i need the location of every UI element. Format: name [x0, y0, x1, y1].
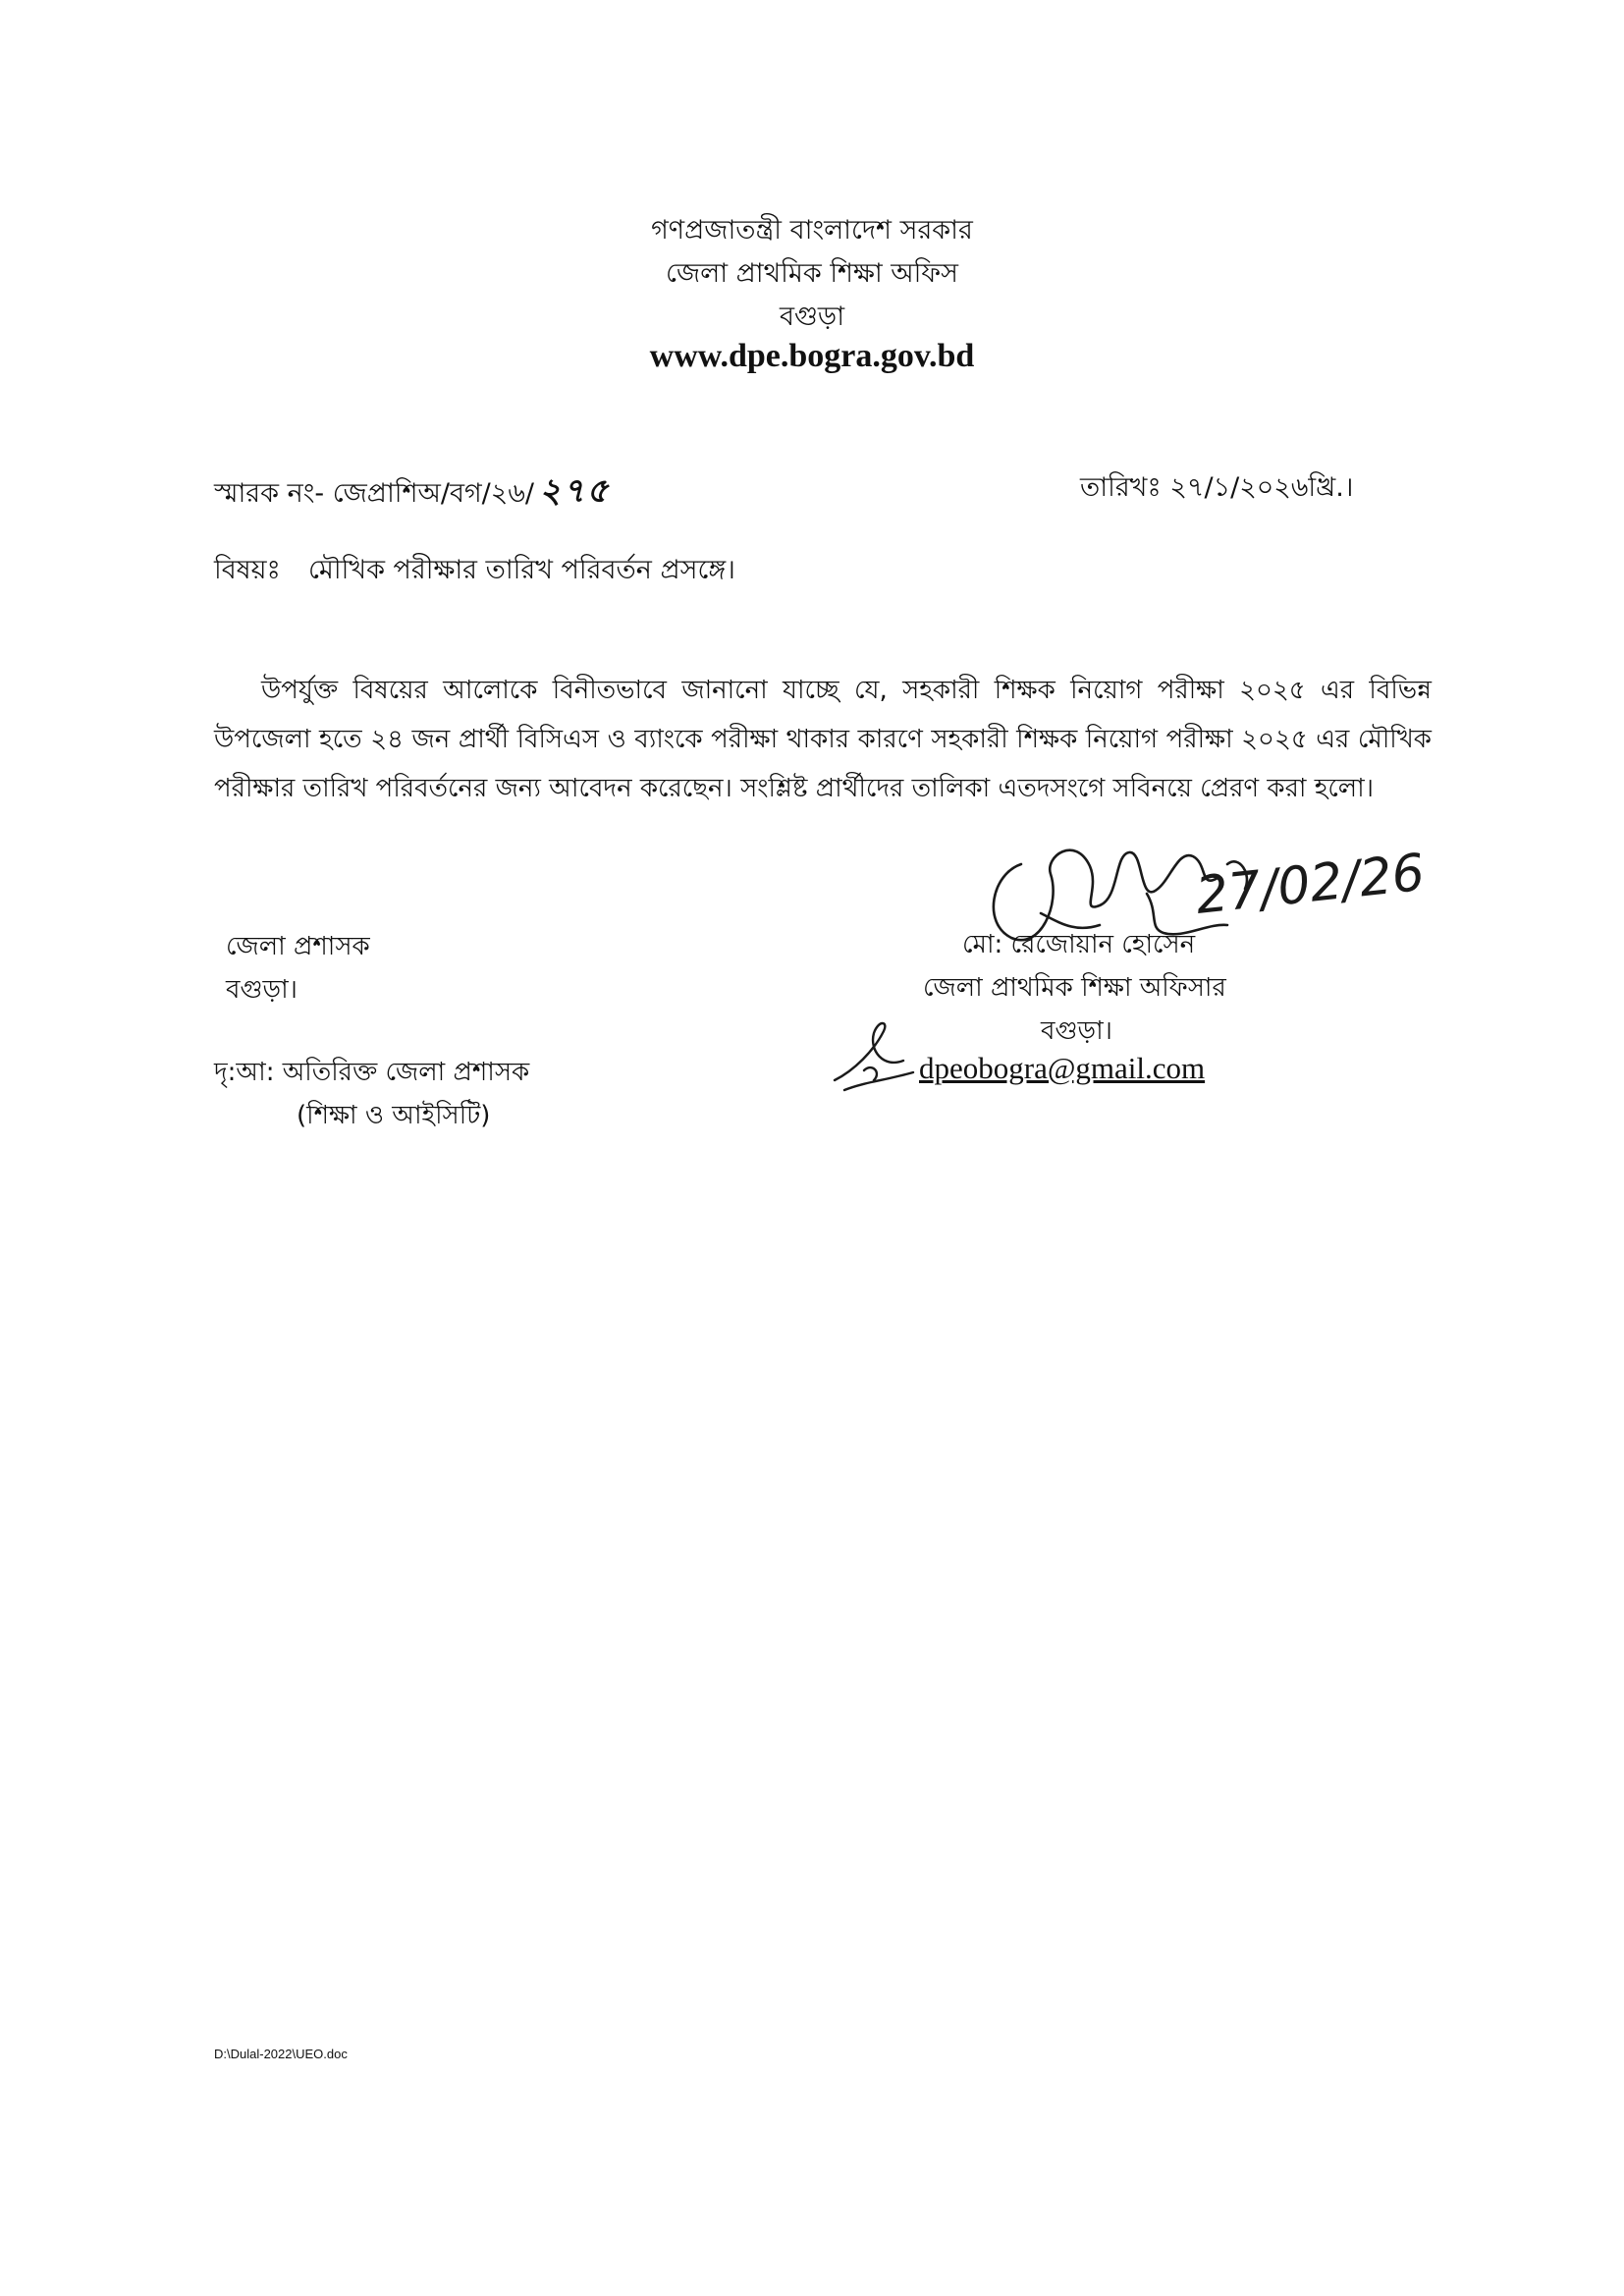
initials-scribble	[825, 1011, 923, 1100]
signatory-name: মো: রেজোয়ান হোসেন	[962, 930, 1196, 959]
office-website: www.dpe.bogra.gov.bd	[649, 338, 975, 374]
memo-reference-number: ২৭৫	[539, 471, 611, 511]
subject-label: বিষয়ঃ	[214, 555, 281, 585]
document-file-path: D:\Dulal-2022\UEO.doc	[214, 2047, 348, 2061]
subject-line	[214, 550, 735, 594]
memo-date: তারিখঃ ২৭/১/২০২৬খ্রি.।	[1080, 472, 1354, 503]
office-header-line-3: বগুড়া	[779, 301, 845, 332]
office-header-line-2: জেলা প্রাথমিক শিক্ষা অফিস	[666, 258, 958, 289]
memo-reference	[214, 465, 610, 521]
office-email: dpeobogra@gmail.com	[919, 1051, 1206, 1085]
memo-reference-label: স্মারক নং- জেপ্রাশিঅ/বগ/২৬/	[214, 478, 534, 509]
body-paragraph: উপর্যুক্ত বিষয়ের আলোকে বিনীতভাবে জানানো যাচ্ছে যে, সহকারী শিক্ষক নিয়োগ পরীক্ষা ২০২৫ এর বিভিন্ন উপজেলা হতে ২৪ জন প্রার্থী বিসিএস ও ব্যাংকে পরীক্ষা থাকার কারণে সহকারী শিক্ষক নিয়োগ পরীক্ষা ২০২৫ এর মৌখিক পরীক্ষার তারিখ পরিবর্তনের জন্য আবেদন করেছেন। সংশ্লিষ্ট প্রার্থীদের তালিকা এতদসংগে সবিনয়ে প্রেরণ করা হলো।	[214, 676, 1432, 803]
recipient-line-2: বগুড়া।	[226, 975, 298, 1005]
recipient-line-1: জেলা প্রশাসক	[226, 932, 370, 961]
handwritten-date-text: 27/02/26	[1193, 843, 1428, 926]
signatory-location: বগুড়া।	[1041, 1016, 1112, 1046]
subject-text: মৌখিক পরীক্ষার তারিখ পরিবর্তন প্রসঙ্গে।	[307, 555, 735, 585]
signatory-title: জেলা প্রাথমিক শিক্ষা অফিসার	[923, 973, 1226, 1003]
office-header-line-1: গণপ্রজাতন্ত্রী বাংলাদেশ সরকার	[651, 215, 973, 246]
handwritten-date	[1193, 843, 1428, 933]
attention-line-1: দৃ:আ: অতিরিক্ত জেলা প্রশাসক	[214, 1058, 530, 1087]
attention-line-2: (শিক্ষা ও আইসিটি)	[297, 1101, 491, 1130]
